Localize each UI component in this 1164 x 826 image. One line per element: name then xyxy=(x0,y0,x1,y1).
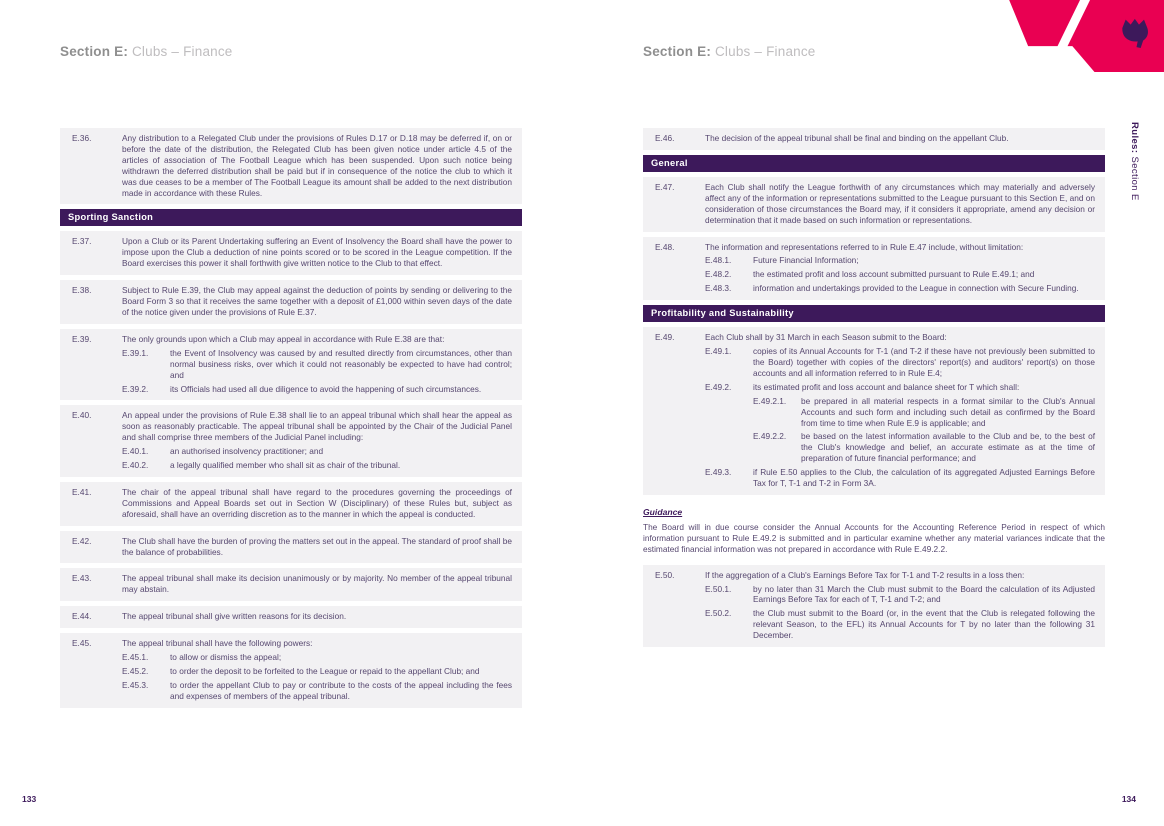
sub-rule-paragraph: to order the deposit to be forfeited to the League or repaid to the appellant Club; and xyxy=(170,666,480,676)
sub-rule-paragraph: its Officials had used all due diligence to avoid the happening of such circumstances. xyxy=(170,383,482,394)
page-header-right xyxy=(643,44,816,59)
sub-rule-text xyxy=(170,384,512,395)
sidebar-section-label xyxy=(1129,122,1140,201)
sub-rule-text xyxy=(170,652,512,663)
page-header-left xyxy=(60,44,233,59)
sub-rule-text xyxy=(170,460,512,471)
sub-rule-number: E.49.2.2. xyxy=(753,431,787,442)
rule-paragraph: The appeal tribunal shall make its decision unanimously or by majority. No member of the appeal tribunal may abstain. xyxy=(122,573,512,595)
sub-rule-paragraph: copies of its Annual Accounts for T-1 (and T-2 if these have not previously been submitted to the Board) together with copies of the directors' report(s) and auditors' report(s) on those accounts and all information referred to in Rule E.4; xyxy=(753,346,1095,378)
section-heading-bar: Profitability and Sustainability xyxy=(643,305,1105,322)
sub-rule-text xyxy=(753,467,1095,489)
rule-paragraph: The appeal tribunal shall have the following powers: xyxy=(122,638,313,649)
rule-number: E.45. xyxy=(72,638,92,649)
sub-rule-number: E.45.1. xyxy=(122,652,149,663)
sub-rule xyxy=(122,666,512,677)
rule-text xyxy=(705,242,1095,295)
rule-paragraph: The only grounds upon which a Club may appeal in accordance with Rule E.38 are that: xyxy=(122,333,445,344)
rule-number: E.37. xyxy=(72,236,92,247)
sub-rule-paragraph: to allow or dismiss the appeal; xyxy=(170,652,282,663)
sub-rule xyxy=(705,608,1095,641)
sub-rule-list xyxy=(753,396,1095,464)
rule-text xyxy=(122,573,512,595)
sub-rule-paragraph: the Club must submit to the Board (or, in the event that the Club is relegated following the relevant Season, to the EFL) its Annual Accounts for T by no later than the following 31 December. xyxy=(753,608,1095,641)
sub-rule-paragraph: a legally qualified member who shall sit as chair of the tribunal. xyxy=(170,460,401,471)
sub-rule-paragraph: information and undertakings provided to the League in connection with Secure Funding. xyxy=(753,283,1079,294)
rule-number: E.36. xyxy=(72,133,92,143)
premier-league-lion-icon xyxy=(1114,13,1154,53)
sub-rule-number: E.48.2. xyxy=(705,269,732,280)
rule-paragraph: The chair of the appeal tribunal shall have regard to the procedures governing the proceedings of Commissions and Appeal Boards set out in Section W (Disciplinary) of these Rules but, subject as aforesaid, shall have an overriding discretion as to the manner in which the appeal is conducted. xyxy=(122,486,512,519)
sub-rule-paragraph: by no later than 31 March the Club must submit to the Board the calculation of its Adjusted Earnings Before Tax for each of T, T-1 and T-2; and xyxy=(753,583,1095,605)
rule-block xyxy=(60,128,522,204)
rule-block xyxy=(643,565,1105,647)
rule-number: E.40. xyxy=(72,410,92,421)
rule-paragraph: The Club shall have the burden of proving the matters set out in the appeal. The standard of proof shall be the balance of probabilities. xyxy=(122,535,512,557)
rule-paragraph: The appeal tribunal shall give written reasons for its decision. xyxy=(122,611,347,622)
sub-rule-number: E.39.2. xyxy=(122,383,149,394)
page-left xyxy=(60,0,522,826)
rule-text xyxy=(122,410,512,471)
rule-number: E.50. xyxy=(655,569,675,580)
sub-rule xyxy=(122,652,512,663)
page-right xyxy=(643,0,1105,826)
sub-rule xyxy=(122,680,512,702)
sub-rule-number: E.39.1. xyxy=(122,347,149,358)
sub-rule-number: E.48.3. xyxy=(705,283,732,294)
sub-rule xyxy=(705,269,1095,280)
sub-rule xyxy=(122,460,512,471)
sub-rule-number: E.45.2. xyxy=(122,666,149,676)
rule-block xyxy=(643,237,1105,301)
rule-number: E.43. xyxy=(72,573,92,584)
rule-block xyxy=(643,177,1105,232)
rule-text xyxy=(122,334,512,395)
sidebar-label-bold: Rules: xyxy=(1129,122,1140,154)
rule-text xyxy=(705,133,1095,144)
rule-number: E.38. xyxy=(72,285,92,296)
sub-rule-number: E.49.2. xyxy=(705,381,732,392)
sub-rule-text xyxy=(753,283,1095,294)
rule-block xyxy=(60,568,522,601)
rule-paragraph: The decision of the appeal tribunal shall be final and binding on the appellant Club. xyxy=(705,133,1009,143)
sub-rule-list xyxy=(122,652,512,702)
rule-paragraph: An appeal under the provisions of Rule E.38 shall lie to an appeal tribunal which shall hear the appeal as soon as reasonably practicable. The appeal tribunal shall be appointed by the Chair of the Judicial Panel and shall comprise three members of the Judicial Panel including: xyxy=(122,410,512,443)
page-number-left: 133 xyxy=(22,794,37,804)
sub-rule xyxy=(705,346,1095,379)
sub-rule-paragraph: be prepared in all material respects in a format similar to the Club's Annual Accounts and such form and including such detail as confirmed by the Board from time to time when Rule E.9 is applicable; and xyxy=(801,395,1095,428)
rule-number: E.46. xyxy=(655,133,675,143)
sub-rule-number: E.50.1. xyxy=(705,583,732,594)
sub-rule xyxy=(705,255,1095,266)
sub-rule xyxy=(122,446,512,457)
rule-number: E.42. xyxy=(72,535,92,546)
sub-rule-number: E.48.1. xyxy=(705,255,732,266)
sub-rule-list xyxy=(705,255,1095,294)
sub-rule-paragraph: the estimated profit and loss account submitted pursuant to Rule E.49.1; and xyxy=(753,269,1035,280)
rule-number: E.48. xyxy=(655,241,675,252)
rule-text xyxy=(122,536,512,558)
sub-rule-paragraph: an authorised insolvency practitioner; and xyxy=(170,446,324,457)
rule-paragraph: Upon a Club or its Parent Undertaking suffering an Event of Insolvency the Board shall have the power to impose upon the Club a deduction of nine points scored or to be scored in the League competition. If the Board exercises this power it shall forthwith give written notice to the Club to that effect. xyxy=(122,236,512,269)
sub-rule xyxy=(122,384,512,395)
sub-rule-text xyxy=(753,255,1095,266)
sub-rule xyxy=(705,382,1095,464)
section-heading-bar: Sporting Sanction xyxy=(60,209,522,226)
sub-rule-number: E.49.3. xyxy=(705,467,732,478)
sub-rule-text xyxy=(753,608,1095,641)
sub-rule xyxy=(705,467,1095,489)
rule-paragraph: The information and representations referred to in Rule E.47 include, without limitation: xyxy=(705,241,1024,252)
sub-rule-text xyxy=(801,431,1095,464)
sub-rule-list xyxy=(705,584,1095,642)
rule-block xyxy=(60,482,522,526)
sub-rule xyxy=(753,396,1095,429)
rule-block xyxy=(60,606,522,628)
rule-text xyxy=(122,285,512,318)
sidebar-label-rest: Section E xyxy=(1129,153,1140,201)
sub-rule-number: E.50.2. xyxy=(705,608,732,619)
page-number-right: 134 xyxy=(1121,794,1136,804)
page-header-section: Section E: xyxy=(643,44,712,59)
sub-rule-text xyxy=(170,666,512,677)
rule-text xyxy=(705,332,1095,489)
rule-text xyxy=(705,570,1095,641)
rule-paragraph: Each Club shall by 31 March in each Season submit to the Board: xyxy=(705,332,947,343)
sub-rule-list xyxy=(122,446,512,471)
rule-number: E.49. xyxy=(655,332,675,343)
rule-text xyxy=(122,133,512,198)
rule-block xyxy=(60,231,522,275)
rule-paragraph: Subject to Rule E.39, the Club may appeal against the deduction of points by sending or delivering to the Board Form 3 so that it receives the same together with a deposit of £1,000 within seven days of the date of the notice given under the provisions of Rule E.37. xyxy=(122,285,512,317)
sub-rule-paragraph: its estimated profit and loss account and balance sheet for T which shall: xyxy=(753,381,1020,392)
sub-rule-paragraph: Future Financial Information; xyxy=(753,255,859,266)
rule-paragraph: If the aggregation of a Club's Earnings Before Tax for T-1 and T-2 results in a loss then: xyxy=(705,569,1025,580)
sub-rule-number: E.49.1. xyxy=(705,346,732,357)
sub-rule-text xyxy=(753,269,1095,280)
sub-rule-list xyxy=(705,346,1095,489)
section-heading-bar: General xyxy=(643,155,1105,172)
sub-rule-number: E.45.3. xyxy=(122,679,149,690)
rule-block xyxy=(60,405,522,477)
sub-rule-number: E.49.2.1. xyxy=(753,395,787,406)
sub-rule-number: E.40.2. xyxy=(122,460,149,471)
rule-text xyxy=(705,182,1095,226)
page-header-title: Clubs – Finance xyxy=(128,44,233,59)
rule-text xyxy=(122,611,512,622)
rule-text xyxy=(122,487,512,520)
sub-rule xyxy=(705,283,1095,294)
sub-rule xyxy=(705,584,1095,606)
guidance-paragraph: The Board will in due course consider the Annual Accounts for the Accounting Reference Period in respect of which information pursuant to Rule E.49.2 is submitted and in particular examine whether any material variances indicate that the estimated financial information was not prepared in accordance with Rule E.49.2.2. xyxy=(643,521,1105,554)
rule-block xyxy=(643,327,1105,495)
sub-rule-text xyxy=(753,346,1095,379)
rule-number: E.39. xyxy=(72,333,92,344)
sub-rule-paragraph: if Rule E.50 applies to the Club, the calculation of its aggregated Adjusted Earnings Before Tax for T, T-1 and T-2 in Form 3A. xyxy=(753,467,1095,489)
sub-rule-number: E.40.1. xyxy=(122,446,149,457)
rule-number: E.44. xyxy=(72,611,92,622)
sub-rule-list xyxy=(122,348,512,395)
rule-block xyxy=(60,329,522,401)
sub-rule xyxy=(122,348,512,381)
rule-block xyxy=(643,128,1105,150)
rules-column-left xyxy=(60,128,522,708)
guidance-heading: Guidance xyxy=(643,506,683,517)
sub-rule-paragraph: to order the appellant Club to pay or contribute to the costs of the appeal including the fees and expenses of members of the appeal tribunal. xyxy=(170,679,512,701)
rule-number: E.41. xyxy=(72,486,92,497)
rule-block xyxy=(60,280,522,324)
rule-number: E.47. xyxy=(655,181,675,192)
rules-column-right xyxy=(643,128,1105,647)
rule-paragraph: Any distribution to a Relegated Club under the provisions of Rules D.17 or D.18 may be deferred if, on or before the date of the distribution, the Relegated Club has been given notice under article 4.5 of the articles of association of The Football League which has been suspended. Upon such notice being withdrawn the deferred distribution shall be paid but if in consequence of the notice the club to which it was due ceases to be a member of The Football League its amount shall be added to the next distribution made in accordance with these Rules. xyxy=(122,133,512,198)
rule-block xyxy=(60,633,522,708)
rule-text xyxy=(122,236,512,269)
page-header-section: Section E: xyxy=(60,44,129,59)
sub-rule-text xyxy=(753,584,1095,606)
sub-rule xyxy=(753,431,1095,464)
sub-rule-text xyxy=(170,680,512,702)
sub-rule-text xyxy=(753,382,1095,464)
rule-block xyxy=(60,531,522,564)
page-header-title: Clubs – Finance xyxy=(711,44,816,59)
sub-rule-text xyxy=(801,396,1095,429)
rule-paragraph: Each Club shall notify the League forthwith of any circumstances which may materially and adversely affect any of the information or representations submitted to the League pursuant to this Section E, and on consideration of those circumstances the Board may, if it considers it appropriate, amend any decision or determination that it made based on such information or representations. xyxy=(705,181,1095,225)
sub-rule-text xyxy=(170,446,512,457)
sub-rule-paragraph: be based on the latest information available to the Club and be, to the best of the Club's knowledge and belief, an accurate estimate as at the time of preparation of future financial performance; and xyxy=(801,431,1095,464)
sub-rule-text xyxy=(170,348,512,381)
rule-text xyxy=(122,638,512,702)
sub-rule-paragraph: the Event of Insolvency was caused by and resulted directly from circumstances, other than normal business risks, over which it could not reasonably be expected to have had control; and xyxy=(170,347,512,380)
